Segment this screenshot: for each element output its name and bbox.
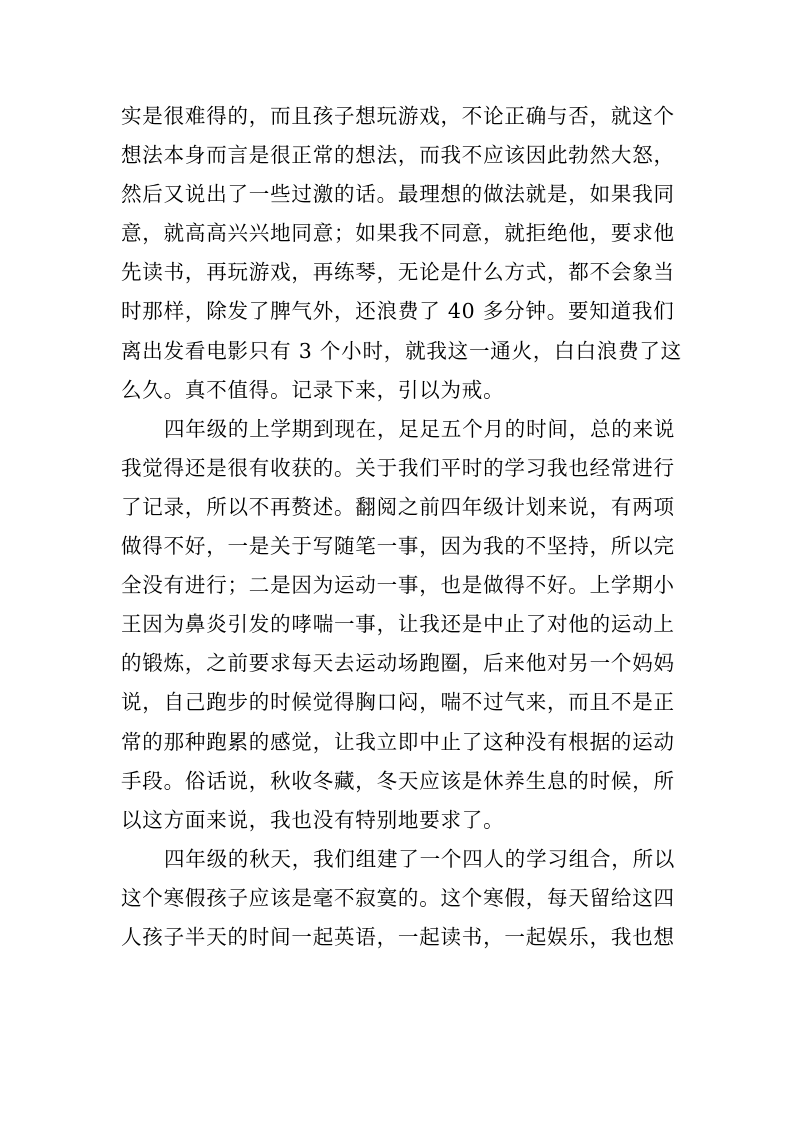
document-body — [121, 97, 682, 957]
text-line: 全没有进行；二是因为运动一事，也是做得不好。上学期小 — [121, 573, 675, 598]
text-line: 说，自己跑步的时候觉得胸口闷，喘不过气来，而且不是正 — [121, 690, 675, 715]
text-line: 么久。真不值得。记录下来，引以为戒。 — [121, 377, 505, 402]
text-line: 先读书，再玩游戏，再练琴，无论是什么方式，都不会象当 — [121, 260, 675, 285]
text-line: 以这方面来说，我也没有特别地要求了。 — [121, 807, 505, 832]
paragraph — [121, 97, 682, 410]
text-line: 离出发看电影只有 3 个小时，就我这一通火，白白浪费了这 — [121, 338, 682, 363]
text-line: 人孩子半天的时间一起英语，一起读书，一起娱乐，我也想 — [121, 924, 675, 949]
text-line: 做得不好，一是关于写随笔一事，因为我的不坚持，所以完 — [121, 534, 675, 559]
text-line: 这个寒假孩子应该是毫不寂寞的。这个寒假，每天留给这四 — [121, 885, 675, 910]
text-line: 四年级的上学期到现在，足足五个月的时间，总的来说 — [164, 416, 676, 441]
text-line: 手段。俗话说，秋收冬藏，冬天应该是休养生息的时候，所 — [121, 768, 675, 793]
text-line: 时那样，除发了脾气外，还浪费了 40 多分钟。要知道我们 — [121, 299, 675, 324]
text-line: 实是很难得的，而且孩子想玩游戏，不论正确与否，就这个 — [121, 104, 675, 128]
text-line: 意，就高高兴兴地同意；如果我不同意，就拒绝他，要求他 — [121, 221, 675, 246]
paragraph — [121, 410, 679, 840]
text-line: 想法本身而言是很正常的想法，而我不应该因此勃然大怒， — [121, 143, 675, 168]
text-line: 王因为鼻炎引发的哮喘一事，让我还是中止了对他的运动上 — [121, 612, 675, 637]
text-line: 我觉得还是很有收获的。关于我们平时的学习我也经常进行 — [121, 455, 675, 480]
text-line: 常的那种跑累的感觉，让我立即中止了这种没有根据的运动 — [121, 729, 675, 754]
text-line: 然后又说出了一些过激的话。最理想的做法就是，如果我同 — [121, 182, 675, 207]
text-line: 了记录，所以不再赘述。翻阅之前四年级计划来说，有两项 — [121, 494, 675, 519]
text-line: 的锻炼，之前要求每天去运动场跑圈，后来他对另一个妈妈 — [121, 651, 675, 676]
text-line: 四年级的秋天，我们组建了一个四人的学习组合，所以 — [164, 846, 676, 871]
paragraph — [121, 840, 679, 957]
